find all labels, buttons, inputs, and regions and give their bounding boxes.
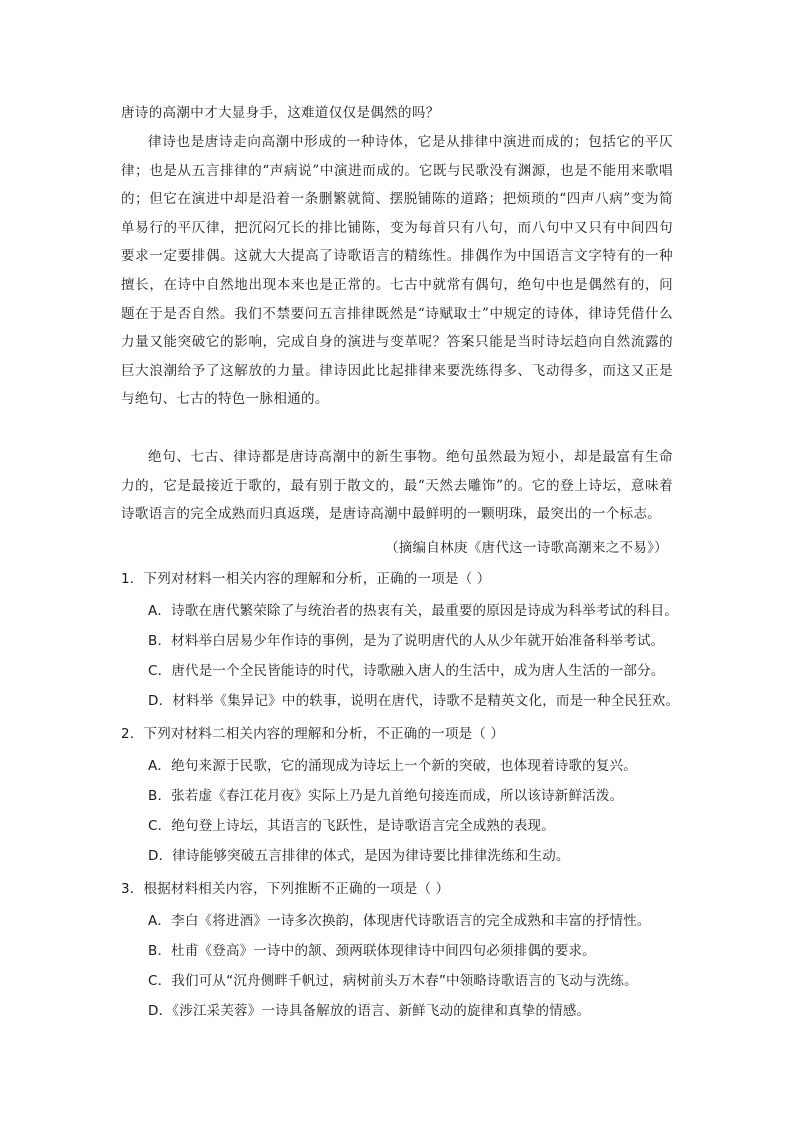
question-1-option-d: D．材料举《集异记》中的轶事，说明在唐代，诗歌不是精英文化，而是一种全民狂欢。 (148, 693, 680, 709)
question-1-option-b: B．材料举白居易少年作诗的事例，是为了说明唐代的人从少年就开始准备科举考试。 (148, 633, 665, 649)
question-2-option-a: A．绝句来源于民歌，它的涌现成为诗坛上一个新的突破，也体现着诗歌的复兴。 (148, 758, 637, 774)
passage-source: （摘编自林庚《唐代这一诗歌高潮来之不易》） (384, 540, 668, 556)
question-2-option-d: D．律诗能够突破五言排律的体式，是因为律诗要比排律洗练和生动。 (148, 848, 570, 864)
question-3-option-c: C．我们可从“沉舟侧畔千帆过，病树前头万木春”中领略诗歌语言的飞动与洗练。 (148, 973, 638, 989)
passage-paragraph-2: 律诗也是唐诗走向高潮中形成的一种诗体，它是从排律中演进而成的；包括它的平仄律；也是从五言排律的“声病说”中演进而成的。它既与民歌没有渊源，也是不能用来歌唱的；但它在演进中却是沿着一条删繁就简、摆脱铺陈的道路；把烦琐的“四声八病”变为简单易行的平仄律，把沉闷冗长的排比铺陈，变为每首只有八句，而八句中又只有中间四句要求一定要排偶。这就大大提高了诗歌语言的精练性。排偶作为中国语言文字特有的一种擅长，在诗中自然地出现本来也是正常的。七古中就常有偶句，绝句中也是偶然有的，问题在于是否自然。我们不禁要问五言排律既然是“诗赋取士”中规定的诗体，律诗凭借什么力量又能突破它的影响，完成自身的演进与变革呢？答案只能是当时诗坛趋向自然流露的巨大浪潮给予了这解放的力量。律诗因此比起排律来要洗练得多、飞动得多，而这又正是与绝句、七古的特色一脉相通的。 (121, 134, 673, 408)
question-1-stem: 1．下列对材料一相关内容的理解和分析，正确的一项是（ ） (121, 571, 491, 587)
question-3-option-a: A．李白《将进酒》一诗多次换韵，体现唐代诗歌语言的完全成熟和丰富的抒情性。 (148, 913, 651, 929)
question-3-option-b: B．杜甫《登高》一诗中的颔、颈两联体现律诗中间四句必须排偶的要求。 (148, 943, 596, 959)
question-2-stem: 2．下列对材料二相关内容的理解和分析，不正确的一项是（ ） (121, 726, 505, 742)
question-3-option-d: D．《涉江采芙蓉》一诗具备解放的语言、新鲜飞动的旋律和真挚的情感。 (148, 1003, 591, 1019)
question-3-stem: 3．根据材料相关内容，下列推断不正确的一项是（ ） (121, 881, 450, 897)
question-2-option-b: B．张若虚《春江花月夜》实际上乃是九首绝句接连而成，所以该诗新鲜活泼。 (148, 788, 624, 804)
question-2-option-c: C．绝句登上诗坛，其语言的飞跃性，是诗歌语言完全成熟的表现。 (148, 818, 555, 834)
question-1-option-c: C．唐代是一个全民皆能诗的时代，诗歌融入唐人的生活中，成为唐人生活的一部分。 (148, 663, 665, 679)
passage-paragraph-3: 绝句、七古、律诗都是唐诗高潮中的新生事物。绝句虽然最为短小，却是最富有生命力的，它是最接近于歌的，最有别于散文的，最“天然去雕饰”的。它的登上诗坛，意味着诗歌语言的完全成熟而归真返璞，是唐诗高潮中最鲜明的一颗明珠，最突出的一个标志。 (121, 449, 673, 523)
passage-paragraph-1-tail: 唐诗的高潮中才大显身手，这难道仅仅是偶然的吗？ (121, 105, 440, 121)
question-1-option-a: A．诗歌在唐代繁荣除了与统治者的热衷有关，最重要的原因是诗成为科举考试的科目。 (148, 603, 679, 619)
